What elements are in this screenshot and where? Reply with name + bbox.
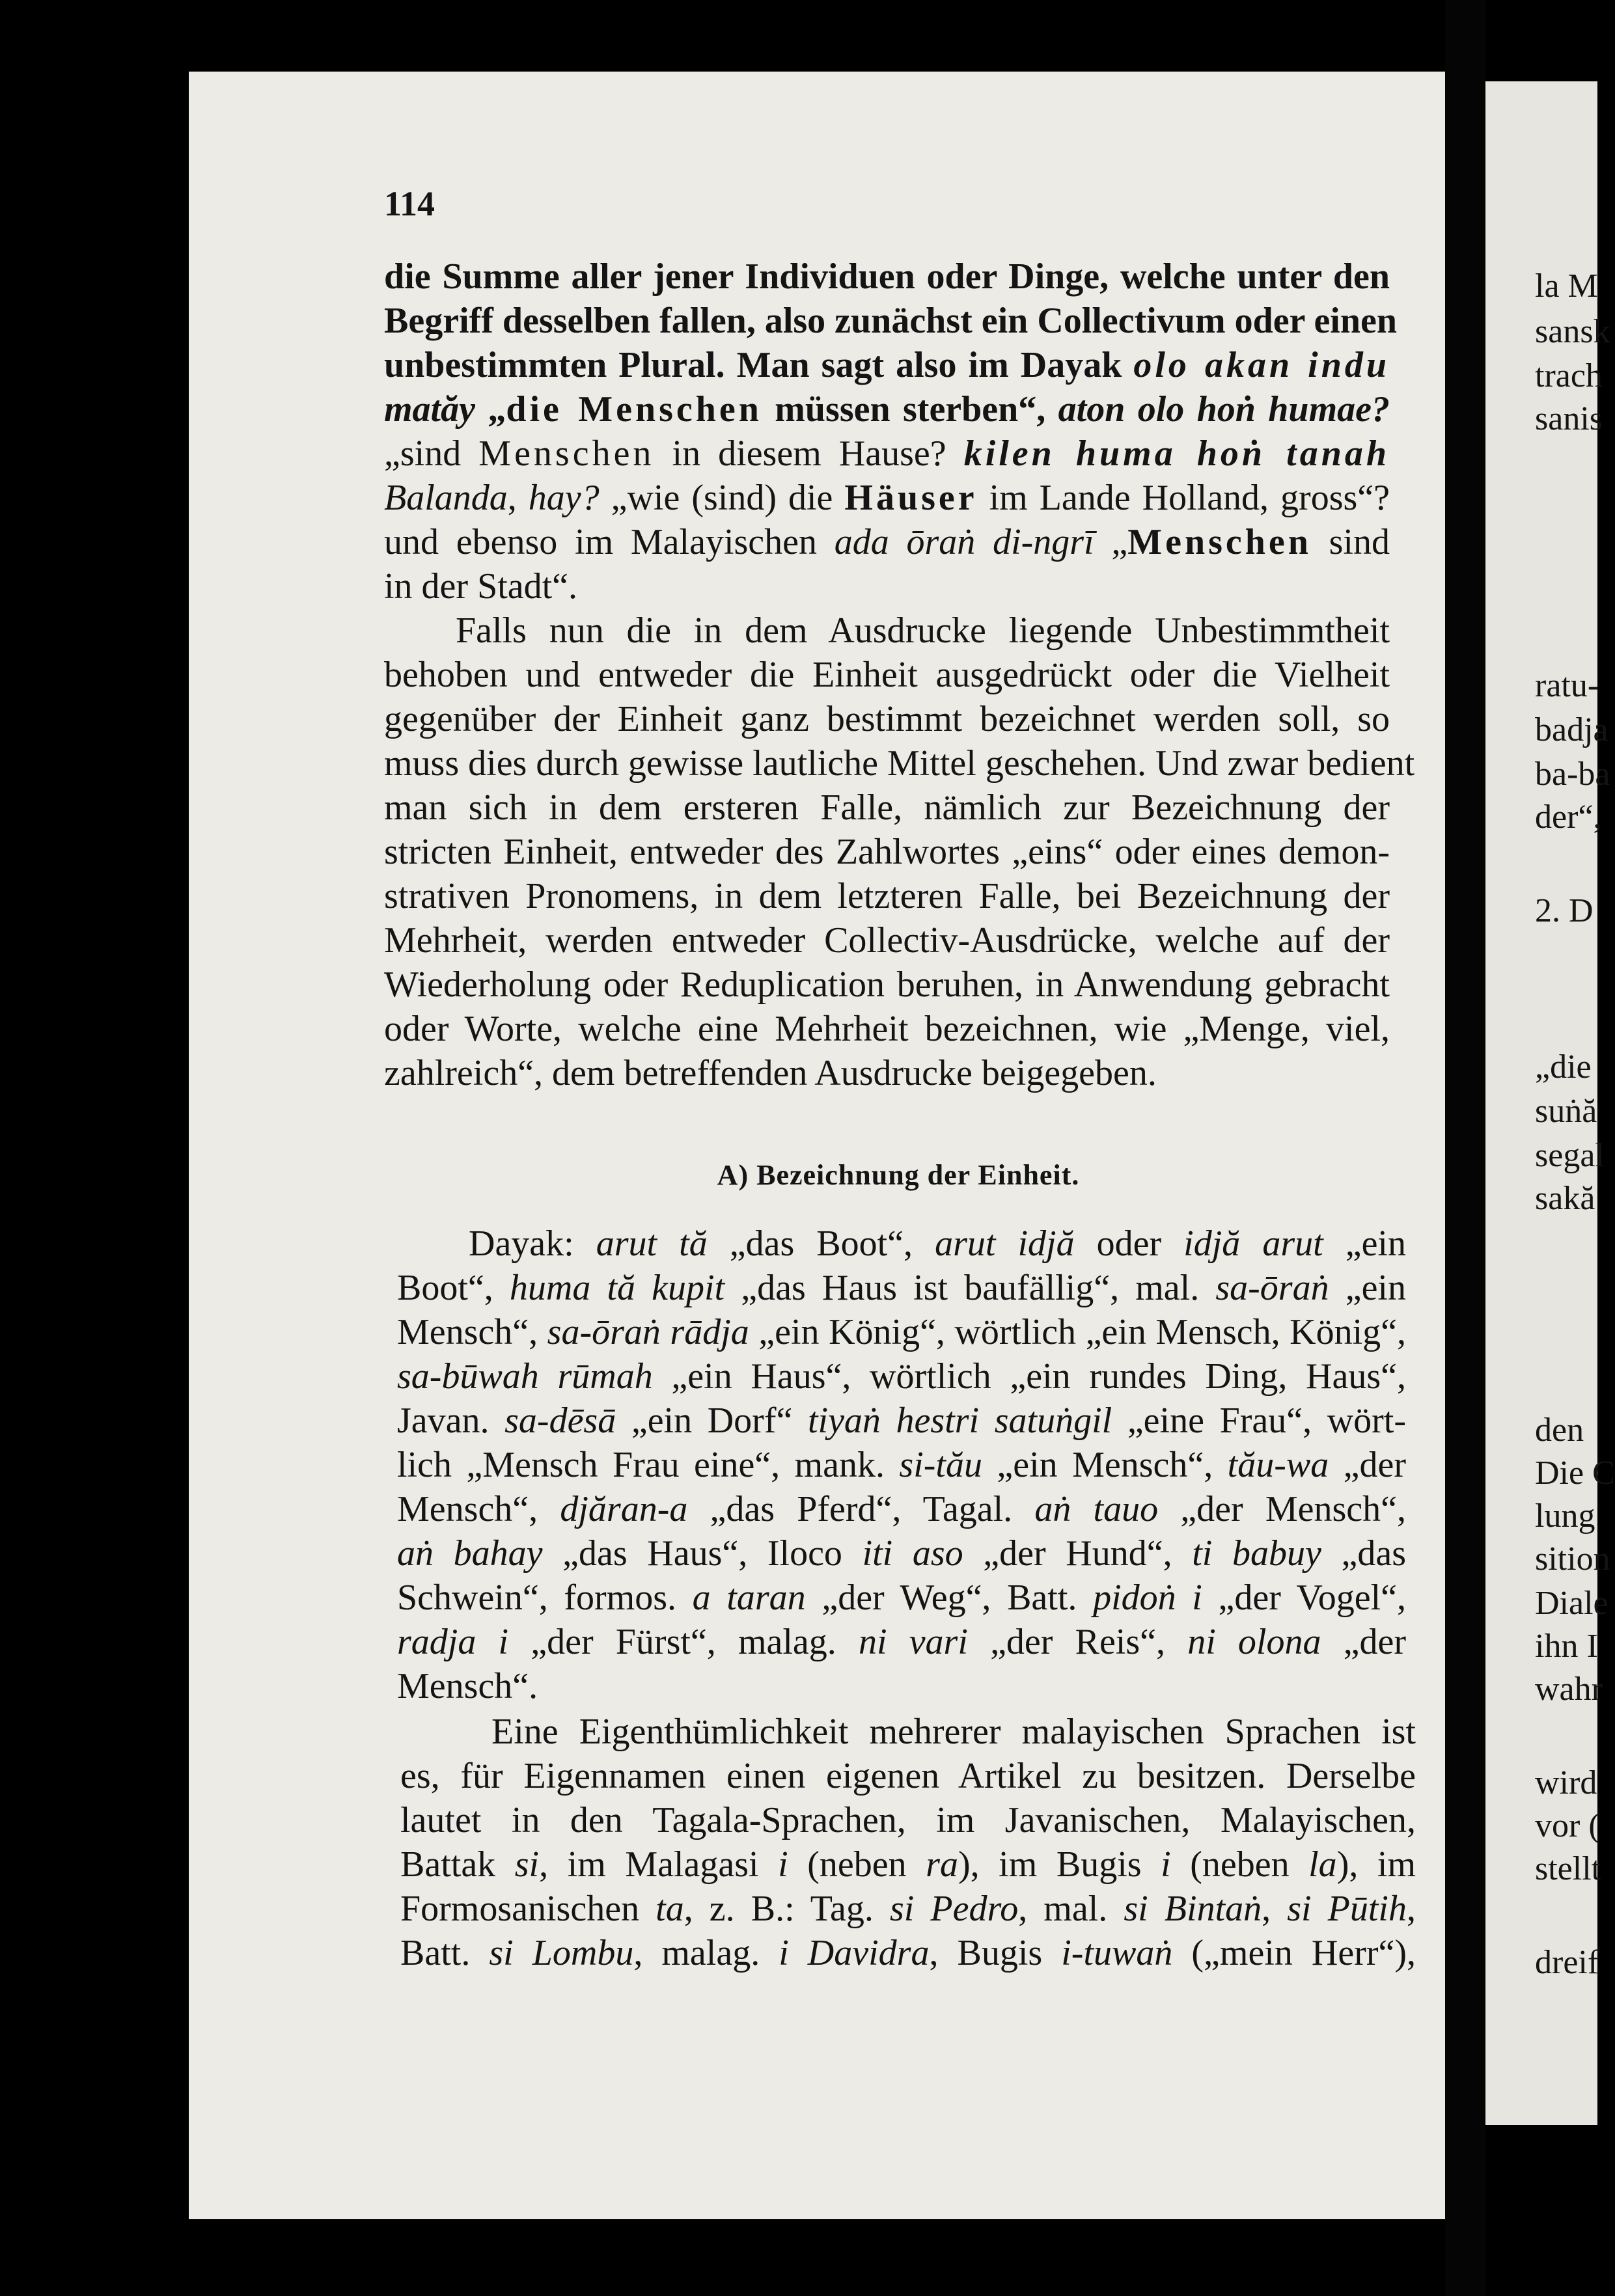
text-line: Falls nun die in dem Ausdrucke liegende Unbestimmtheit <box>456 610 1390 651</box>
right-page-fragment: „die <box>1535 1048 1592 1086</box>
text-line: Schwein“, formos. a taran „der Weg“, Batt. pidoṅ i „der Vogel“, <box>397 1578 1406 1618</box>
section-heading: A) Bezeichnung der Einheit. <box>717 1159 1080 1191</box>
right-page-fragment: dreif <box>1535 1944 1599 1981</box>
text-line: muss dies durch gewisse lautliche Mittel geschehen. Und zwar bedient <box>384 743 1415 784</box>
right-page-fragment: Diale <box>1535 1585 1608 1622</box>
text-line: lich „Mensch Frau eine“, mank. si-tău „ein Mensch“, tău-wa „der <box>397 1445 1407 1485</box>
text-line: und ebenso im Malayischen ada ōraṅ di-ngrī „Menschen sind <box>384 522 1390 562</box>
right-page-fragment: Die C <box>1535 1455 1615 1492</box>
right-page-fragment: ratu- <box>1535 667 1599 704</box>
text-line: „sind Menschen in diesem Hause? kilen huma hoṅ tanah <box>384 433 1390 474</box>
text-line: Begriff desselben fallen, also zunächst ein Collectivum oder einen <box>384 301 1397 341</box>
right-page-fragment: ihn I <box>1535 1628 1598 1665</box>
right-page-fragment: segal <box>1535 1137 1605 1174</box>
text-line: unbestimmten Plural. Man sagt also im Dayak olo akan indu <box>384 345 1390 385</box>
text-line: Mensch“, sa-ōraṅ rādja „ein König“, wörtlich „ein Mensch, König“, <box>397 1312 1407 1352</box>
text-line: Mensch“, djăran-a „das Pferd“, Tagal. aṅ tauo „der Mensch“, <box>397 1489 1407 1529</box>
text-line: Formosanischen ta, z. B.: Tag. si Pedro, mal. si Bintaṅ, si Pūtih, <box>400 1889 1416 1929</box>
right-page-fragment: stellt <box>1535 1850 1601 1887</box>
text-line: man sich in dem ersteren Falle, nämlich zur Bezeichnung der <box>384 787 1390 828</box>
text-line: strativen Pronomens, in dem letzteren Falle, bei Bezeichnung der <box>384 876 1390 916</box>
text-line: behoben und entweder die Einheit ausgedrückt oder die Vielheit <box>384 655 1390 695</box>
text-line: lautet in den Tagala-Sprachen, im Javanischen, Malayischen, <box>400 1800 1416 1840</box>
text-line: Wiederholung oder Reduplication beruhen, in Anwendung gebracht <box>384 964 1390 1005</box>
right-page-fragment: sansk <box>1535 313 1610 350</box>
text-line: in der Stadt“. <box>384 566 578 607</box>
text-line: Dayak: arut tă „das Boot“, arut idjă oder idjă arut „ein <box>469 1223 1406 1264</box>
text-line: Batt. si Lombu, malag. i Davidra, Bugis i-tuwaṅ („mein Herr“), <box>400 1933 1416 1973</box>
text-line: Eine Eigenthümlichkeit mehrerer malayischen Sprachen ist <box>491 1712 1416 1752</box>
text-line: oder Worte, welche eine Mehrheit bezeichnen, wie „Menge, viel, <box>384 1009 1390 1049</box>
right-page-fragment: la M <box>1535 267 1598 305</box>
text-line: zahlreich“, dem betreffenden Ausdrucke beigegeben. <box>384 1053 1157 1093</box>
right-page-fragment: sakă <box>1535 1180 1595 1217</box>
right-page-fragment: ba-ba <box>1535 756 1610 793</box>
right-page-fragment: sition <box>1535 1540 1610 1578</box>
right-page-fragment: 2. D <box>1535 892 1594 929</box>
text-line: Battak si, im Malagasi i (neben ra), im Bugis i (neben la), im <box>400 1844 1416 1885</box>
text-line: Balanda, hay? „wie (sind) die Häuser im Lande Holland, gross“? <box>384 478 1390 518</box>
book-gutter <box>1445 0 1485 2296</box>
right-page-fragment: der“, <box>1535 799 1602 836</box>
text-line: Mensch“. <box>397 1666 538 1706</box>
right-page-fragment: sanis <box>1535 400 1603 437</box>
text-line: aṅ bahay „das Haus“, Iloco iti aso „der Hund“, ti babuy „das <box>397 1533 1406 1574</box>
text-line: Boot“, huma tă kupit „das Haus ist baufällig“, mal. sa-ōraṅ „ein <box>397 1268 1406 1308</box>
text-line: gegenüber der Einheit ganz bestimmt bezeichnet werden soll, so <box>384 699 1390 739</box>
right-page-fragment: vor ( <box>1535 1807 1600 1844</box>
text-line: es, für Eigennamen einen eigenen Artikel zu besitzen. Derselbe <box>400 1756 1416 1796</box>
right-page-fragment: wird <box>1535 1764 1597 1801</box>
right-page-fragment: trach <box>1535 357 1603 394</box>
right-page-fragment: badja <box>1535 711 1608 748</box>
text-line: radja i „der Fürst“, malag. ni vari „der Reis“, ni olona „der <box>397 1622 1407 1662</box>
right-page-fragment: suṅă <box>1535 1093 1597 1130</box>
text-line: stricten Einheit, entweder des Zahlwortes „eins“ oder eines demon- <box>384 832 1390 872</box>
text-line: Javan. sa-dēsā „ein Dorf“ tiyaṅ hestri satuṅgil „eine Frau“, wört- <box>397 1401 1406 1441</box>
right-page-fragment: lung <box>1535 1497 1595 1535</box>
page-number: 114 <box>384 184 435 223</box>
text-line: sa-būwah rūmah „ein Haus“, wörtlich „ein rundes Ding, Haus“, <box>397 1356 1406 1397</box>
right-page-fragment: den <box>1535 1412 1584 1449</box>
text-line: die Summe aller jener Individuen oder Dinge, welche unter den <box>384 256 1390 297</box>
text-line: Mehrheit, werden entweder Collectiv-Ausdrücke, welche auf der <box>384 920 1390 961</box>
right-page-fragment: wahr <box>1535 1671 1603 1708</box>
text-line: matăy „die Menschen müssen sterben“, aton olo hoṅ humae? <box>384 389 1390 430</box>
